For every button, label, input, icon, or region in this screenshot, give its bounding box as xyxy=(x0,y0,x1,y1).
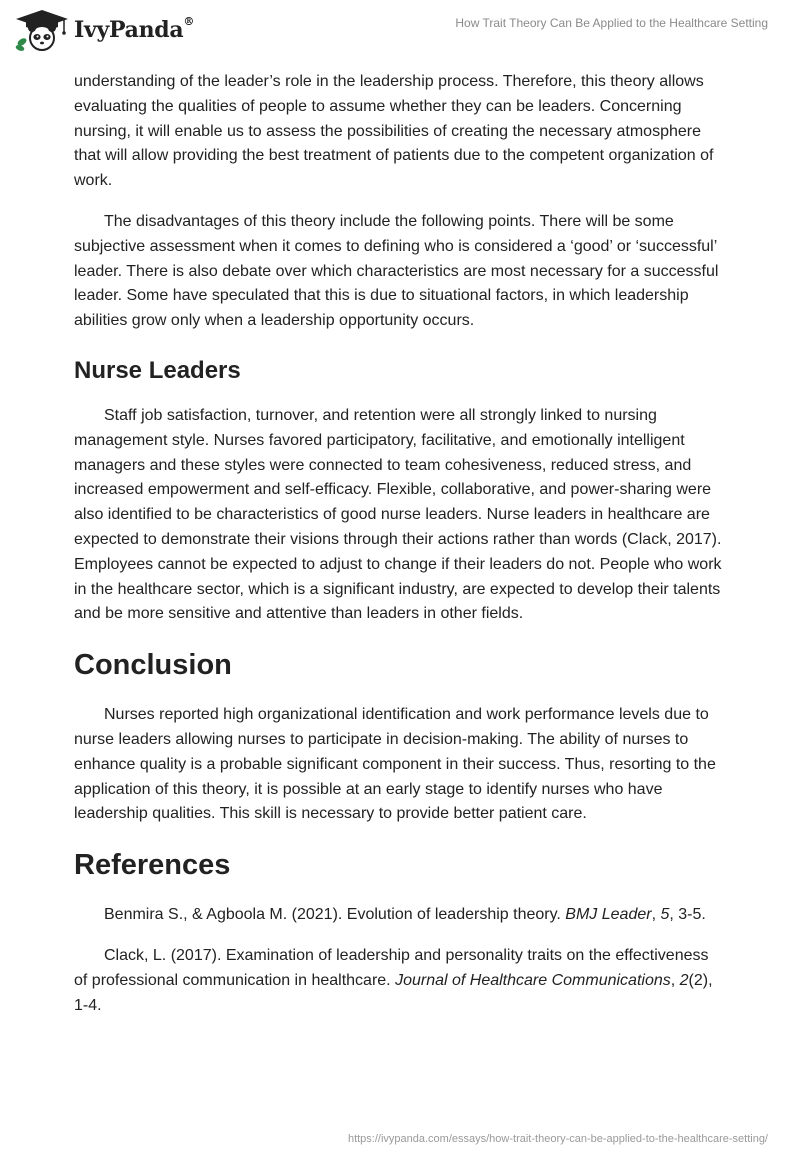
conclusion-paragraph: Nurses reported high organizational identification and work performance levels due to nurse leaders allowing nurses to participate in decision-making. The ability of nurses to enhance quality is a probable significant component in their success. Thus, resorting to the application of this theory, it is possible at an early stage to identify nurses who have leadership qualities. This skill is necessary to provide better patient care. xyxy=(74,706,716,823)
reference-volume: 5 xyxy=(660,906,670,924)
running-title: How Trait Theory Can Be Applied to the Healthcare Setting xyxy=(455,16,768,30)
ivypanda-logo[interactable] xyxy=(14,8,194,52)
nurse-leaders-paragraph: Staff job satisfaction, turnover, and retention were all strongly linked to nursing management style. Nurses favored participatory, facilitative, and emotionally intelligent managers and these styles were connected to team cohesiveness, reduced stress, and increased empowerment and self-efficacy. Flexible, collaborative, and power-sharing were also identified to be characteristics of good nurse leaders. Nurse leaders in healthcare are expected to demonstrate their visions through their actions rather than words (Clack, 2017). Employees cannot be expected to adjust to change if their leaders do not. People who work in the healthcare sector, which is a significant industry, are expected to develop their talents and be more sensitive and attentive than leaders in other fields. xyxy=(74,406,722,623)
reference-item: Benmira S., & Agboola M. (2021). Evolution of leadership theory. BMJ Leader, 5, 3-5. xyxy=(104,906,706,924)
reference-item: Clack, L. (2017). Examination of leadership and personality traits on the effectiveness of professional communication in healthcare. Journal of Healthcare Communications, 2(2), 1-4. xyxy=(74,946,713,1014)
disadvantages-paragraph: The disadvantages of this theory include the following points. There will be some subjective assessment when it comes to defining who is considered a ‘good’ or ‘successful’ leader. There is also debate over which characteristics are most necessary for a successful leader. Some have speculated that this is due to situational factors, in which leadership abilities grow only when a leadership opportunity occurs. xyxy=(74,212,719,330)
registered-mark: ® xyxy=(183,15,195,28)
reference-journal: BMJ Leader xyxy=(565,906,652,924)
intro-paragraph: understanding of the leader’s role in the leadership process. Therefore, this theory allows evaluating the qualities of people to assume whether they can be leaders. Concerning nursing, it will enable us to assess the possibilities of creating the necessary atmosphere that will allow providing the best treatment of patients due to the competent organization of work. xyxy=(74,73,714,190)
panda-graduate-icon xyxy=(14,8,70,52)
references-heading: References xyxy=(74,849,231,882)
reference-volume: 2 xyxy=(679,971,689,989)
brand-name: IvyPanda® xyxy=(74,15,195,43)
nurse-leaders-heading: Nurse Leaders xyxy=(74,356,241,384)
page-header xyxy=(0,0,800,64)
essay-content xyxy=(74,70,724,1018)
source-url[interactable]: https://ivypanda.com/essays/how-trait-theory-can-be-applied-to-the-healthcare-setting/ xyxy=(347,1133,768,1145)
reference-journal: Journal of Healthcare Communications xyxy=(395,971,671,989)
conclusion-heading: Conclusion xyxy=(74,649,232,682)
